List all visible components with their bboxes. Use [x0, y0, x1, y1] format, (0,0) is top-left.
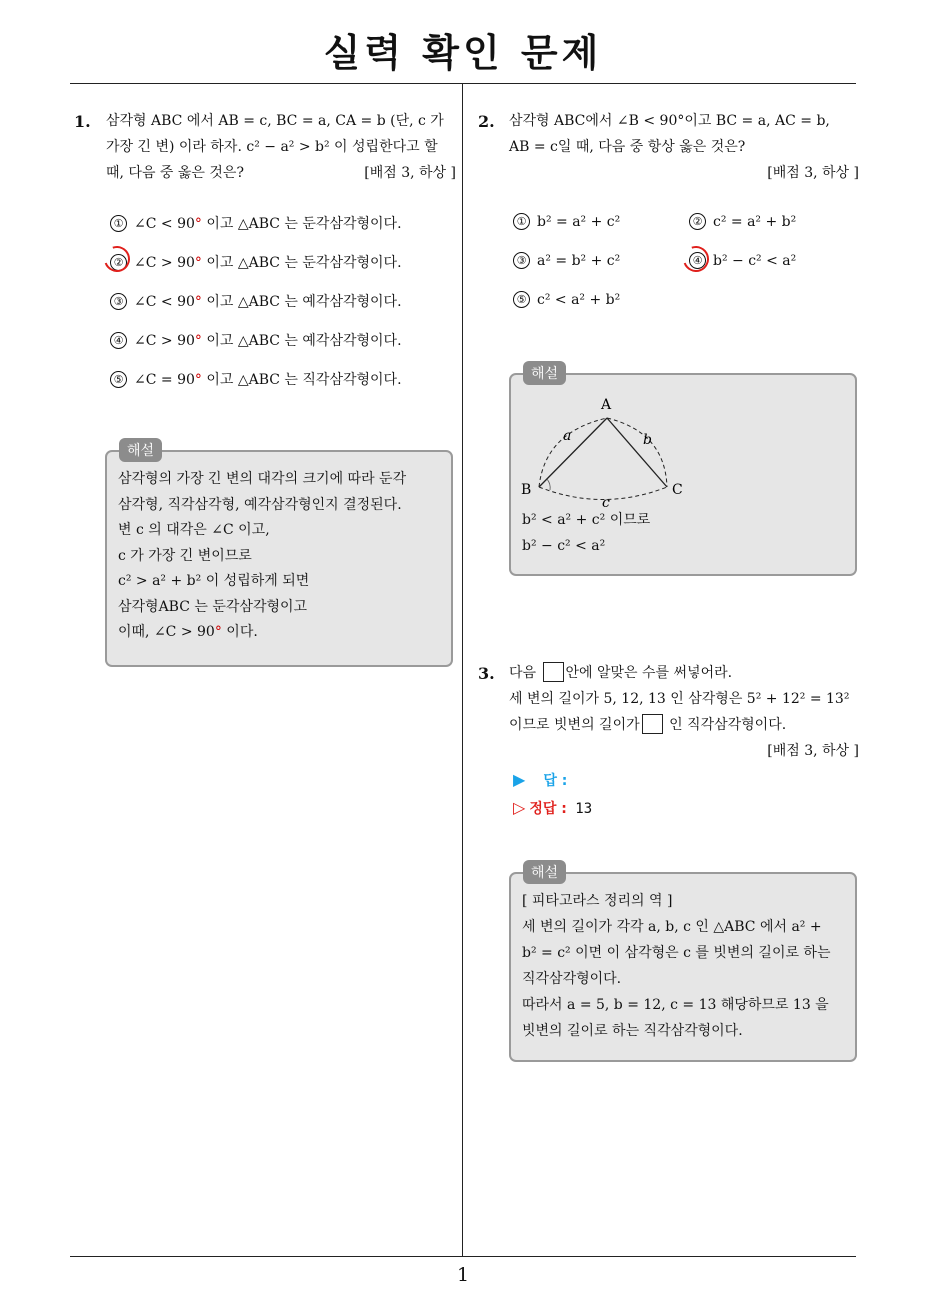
q3-number: 3.	[478, 664, 495, 683]
triangle-diagram	[515, 392, 695, 507]
side-b-label: b	[643, 432, 652, 448]
q3-score-tag: [배점 3, 하상 ]	[767, 743, 859, 759]
vertex-a-label: A	[601, 397, 612, 413]
q3-stem: 다음 안에 알맞은 수를 써넣어라. 세 변의 길이가 5, 12, 13 인 삼각형은 5² + 12² = 13² 이므로 빗변의 길이가 인 직각삼각형이다. [배점 3, 하상 ]	[509, 660, 859, 764]
side-ab	[539, 418, 607, 487]
q3-correct-row: ▷ 정답 : 13	[513, 798, 593, 817]
q2-option-1[interactable]: ① b² = a² + c²	[513, 213, 620, 230]
correct-arrow-icon: ▷	[513, 798, 526, 817]
q2-line-2: AB = c일 때, 다음 중 항상 옳은 것은?	[509, 139, 746, 155]
q3-correct-value: 13	[575, 801, 593, 817]
q1-solution-label: 해설	[119, 438, 162, 462]
column-divider	[462, 83, 463, 1256]
q2-score-tag: [배점 3, 하상 ]	[767, 165, 859, 181]
q3-answer-blank[interactable]	[642, 714, 663, 734]
q1-line-3: 때, 다음 중 옳은 것은?	[106, 165, 244, 181]
q3-answer-row[interactable]: ▶ 답 :	[513, 770, 568, 789]
q1-option-5[interactable]: ⑤ ∠C = 90° 이고 △ABC 는 직각삼각형이다.	[110, 369, 402, 389]
q2-option-4[interactable]: ④ b² − c² < a²	[689, 252, 796, 269]
q2-stem	[509, 108, 859, 186]
q1-option-1[interactable]: ① ∠C < 90° 이고 △ABC 는 둔각삼각형이다.	[110, 213, 402, 233]
angle-b-arc	[547, 479, 550, 490]
side-c-label: c	[602, 495, 610, 507]
top-rule	[70, 83, 856, 84]
page-number: 1	[456, 1264, 470, 1286]
q1-stem	[106, 108, 456, 186]
answer-arrow-icon: ▶	[513, 770, 526, 789]
q2-option-2[interactable]: ② c² = a² + b²	[689, 213, 796, 230]
q2-option-3[interactable]: ③ a² = b² + c²	[513, 252, 620, 269]
q2-line-1: 삼각형 ABC에서 ∠B < 90°이고 BC = a, AC = b,	[509, 113, 830, 129]
q1-option-3[interactable]: ③ ∠C < 90° 이고 △ABC 는 예각삼각형이다.	[110, 291, 402, 311]
q1-line-1: 삼각형 ABC 에서 AB = c, BC = a, CA = b (단, c 가	[106, 113, 444, 129]
vertex-c-label: C	[672, 482, 683, 498]
q1-solution-text: 삼각형의 가장 긴 변의 대각의 크기에 따라 둔각 삼각형, 직각삼각형, 예각삼각형인지 결정된다. 변 c 의 대각은 ∠C 이고, c 가 가장 긴 변이므로 c² > a² + b² 이 성립하게 되면 삼각형ABC 는 둔각삼각형이고 이때, ∠C > 90° 이다.	[118, 471, 407, 640]
q1-line-2: 가장 긴 변) 이라 하자. c² − a² > b² 이 성립한다고 할	[106, 139, 438, 155]
q2-solution-text: b² < a² + c² 이므로 b² − c² < a²	[522, 512, 651, 554]
side-a-label: a	[563, 428, 572, 444]
q3-solution-text: [ 피타고라스 정리의 역 ] 세 변의 길이가 각각 a, b, c 인 △ABC 에서 a² + b² = c² 이면 이 삼각형은 c 를 빗변의 길이로 하는 직각삼각형이다. 따라서 a = 5, b = 12, c = 13 해당하므로 13 을 빗변의 길이로 하는 직각삼각형이다.	[522, 893, 831, 1039]
page-title: 실력 확인 문제	[323, 31, 603, 75]
q3-blank-box	[543, 662, 564, 682]
q2-number: 2.	[478, 112, 495, 131]
q1-number: 1.	[74, 112, 91, 131]
q1-score-tag: [배점 3, 하상 ]	[364, 165, 456, 181]
vertex-b-label: B	[521, 482, 532, 498]
q2-solution-label: 해설	[523, 361, 566, 385]
q1-option-4[interactable]: ④ ∠C > 90° 이고 △ABC 는 예각삼각형이다.	[110, 330, 402, 350]
q2-option-5[interactable]: ⑤ c² < a² + b²	[513, 291, 620, 308]
q1-option-2[interactable]: ② ∠C > 90° 이고 △ABC 는 둔각삼각형이다.	[110, 252, 402, 272]
q3-solution-label: 해설	[523, 860, 566, 884]
q2-answer-mark	[679, 242, 714, 277]
bottom-rule	[70, 1256, 856, 1257]
